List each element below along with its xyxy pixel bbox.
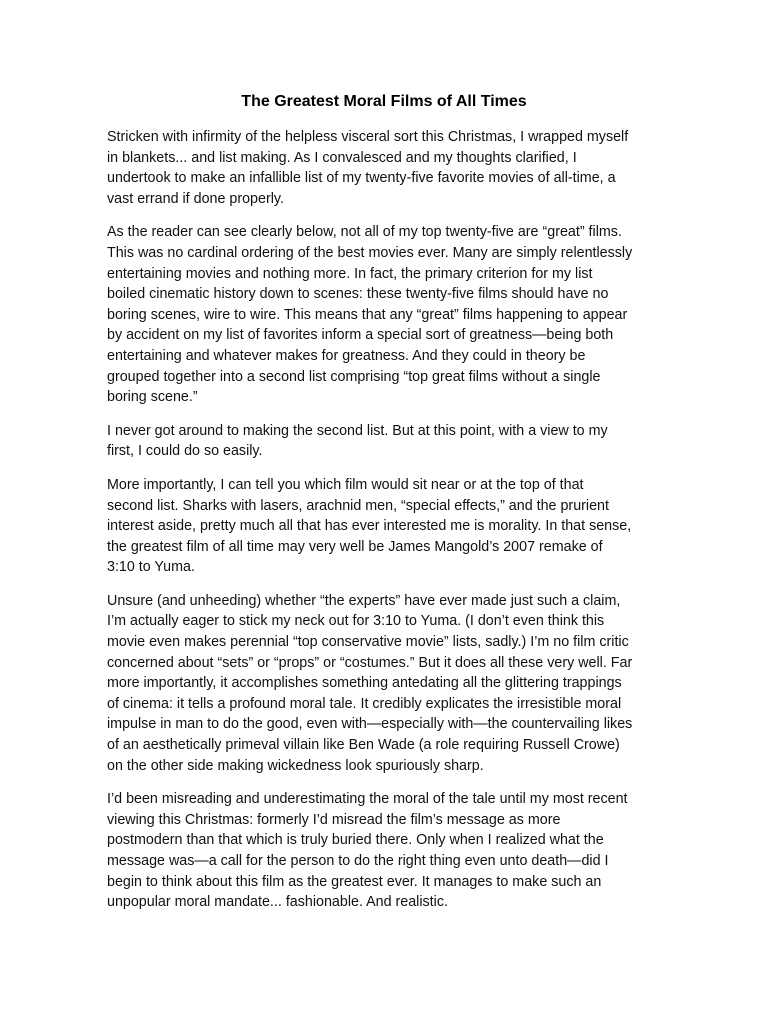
paragraph-line: I never got around to making the second list. But at this point, with a view to my <box>107 422 608 439</box>
paragraph-line: boring scene.” <box>107 389 198 406</box>
paragraph-line: boring scenes, wire to wire. This means that any “great” films happening to appear <box>107 306 628 323</box>
paragraph-line: concerned about “sets” or “props” or “costumes.” But it does all these very well. Far <box>107 654 633 671</box>
paragraph-line: This was no cardinal ordering of the best movies ever. Many are simply relentlessly <box>107 244 633 261</box>
paragraph-line: more importantly, it accomplishes something antedating all the glittering trappings <box>107 675 622 692</box>
paragraph-line: I’m actually eager to stick my neck out for 3:10 to Yuma. (I don’t even think this <box>107 613 605 630</box>
paragraph-line: undertook to make an infallible list of my twenty-five favorite movies of all-time, a <box>107 170 616 187</box>
paragraph-line: begin to think about this film as the greatest ever. It manages to make such an <box>107 873 602 890</box>
paragraph <box>107 127 667 209</box>
paragraph-line: in blankets... and list making. As I convalesced and my thoughts clarified, I <box>107 149 577 166</box>
paragraph <box>107 789 667 913</box>
paragraph <box>107 421 667 462</box>
paragraph-line: by accident on my list of favorites inform a special sort of greatness—being both <box>107 327 614 344</box>
paragraph-line: Stricken with infirmity of the helpless visceral sort this Christmas, I wrapped myself <box>107 129 629 145</box>
paragraph-line: I’d been misreading and underestimating the moral of the tale until my most recent <box>107 791 628 808</box>
paragraph <box>107 475 667 578</box>
paragraph-line: More importantly, I can tell you which film would sit near or at the top of that <box>107 476 584 493</box>
document-body <box>107 127 667 926</box>
paragraph-line: first, I could do so easily. <box>107 443 263 460</box>
paragraph-line: entertaining and whatever makes for greatness. And they could in theory be <box>107 347 586 364</box>
paragraph <box>107 591 667 776</box>
paragraph-line: second list. Sharks with lasers, arachnid men, “special effects,” and the prurient <box>107 497 609 514</box>
paragraph-line: unpopular moral mandate... fashionable. And realistic. <box>107 894 448 911</box>
paragraph-line: postmodern than that which is truly buried there. Only when I realized what the <box>107 832 604 849</box>
paragraph-line: the greatest film of all time may very well be James Mangold’s 2007 remake of <box>107 538 603 555</box>
paragraph-line: movie even makes perennial “top conservative movie” lists, sadly.) I’m no film critic <box>107 634 629 651</box>
paragraph-line: Unsure (and unheeding) whether “the experts” have ever made just such a claim, <box>107 592 621 609</box>
paragraph-line: grouped together into a second list comprising “top great films without a single <box>107 368 601 385</box>
paragraph-line: of an aesthetically primeval villain like Ben Wade (a role requiring Russell Crowe) <box>107 737 620 754</box>
paragraph-line: viewing this Christmas: formerly I’d misread the film’s message as more <box>107 811 561 828</box>
document-title: The Greatest Moral Films of All Times <box>241 93 527 110</box>
paragraph-line: vast errand if done properly. <box>107 190 284 207</box>
paragraph-line: boiled cinematic history down to scenes: these twenty-five films should have no <box>107 286 609 303</box>
paragraph <box>107 222 667 407</box>
paragraph-line: of cinema: it tells a profound moral tale. It credibly explicates the irresistible moral <box>107 695 622 712</box>
paragraph-line: on the other side making wickedness look spuriously sharp. <box>107 757 484 774</box>
paragraph-line: impulse in man to do the good, even with—especially with—the countervailing likes <box>107 716 633 733</box>
paragraph-line: interest aside, pretty much all that has ever interested me is morality. In that sense, <box>107 518 632 535</box>
paragraph-line: 3:10 to Yuma. <box>107 559 195 576</box>
paragraph-line: message was—a call for the person to do the right thing even unto death—did I <box>107 853 609 869</box>
paragraph-line: entertaining movies and nothing more. In fact, the primary criterion for my list <box>107 265 593 282</box>
paragraph-line: As the reader can see clearly below, not all of my top twenty-five are “great” films. <box>107 224 622 241</box>
